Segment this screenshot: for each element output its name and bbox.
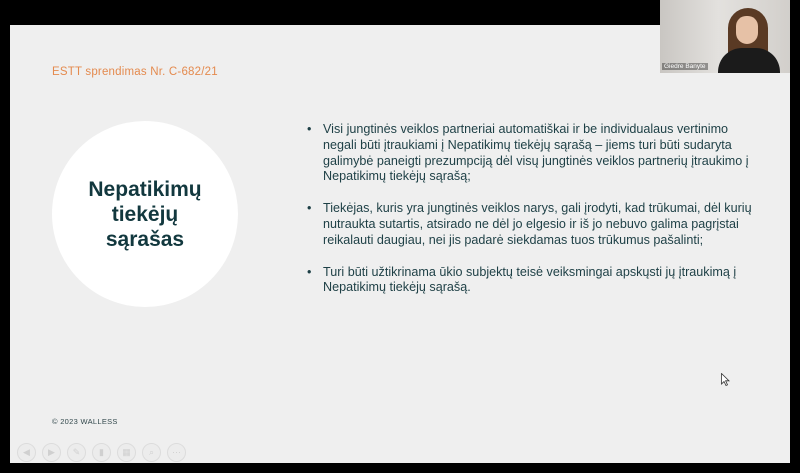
more-icon[interactable]: ⋯ (167, 443, 186, 462)
participant-name: Giedre Banyte (664, 63, 706, 70)
mouse-cursor-icon (721, 373, 730, 386)
zoom-icon[interactable]: ⌕ (142, 443, 161, 462)
next-icon[interactable]: ▶ (42, 443, 61, 462)
slide-title: Nepatikimų tiekėjų sąrašas (88, 177, 202, 251)
slide-header: ESTT sprendimas Nr. C-682/21 (52, 66, 218, 78)
bullet-item: • Turi būti užtikrinama ūkio subjektų teisė veiksmingai apskųsti jų įtraukimą į Nepatikimų tiekėjų sąrašą. (307, 265, 762, 297)
copyright-footer: © 2023 WALLESS (52, 417, 118, 426)
bullet-list (307, 122, 762, 312)
highlighter-icon[interactable]: ▮ (92, 443, 111, 462)
previous-icon[interactable]: ◀ (17, 443, 36, 462)
presentation-slide (10, 25, 790, 463)
bullet-item: • Tiekėjas, kuris yra jungtinės veiklos narys, gali įrodyti, kad trūkumai, dėl kurių nutraukta sutartis, atsirado ne dėl jo elgesio ir iš jo nebuvo galima pagrįstai reikalauti daugiau, nei jis padarė siekdamas tuos trūkumus pašalinti; (307, 201, 762, 248)
presenter-toolbar (17, 443, 186, 461)
participant-face (736, 16, 758, 44)
participant-video[interactable] (660, 0, 790, 73)
bullet-item: • Visi jungtinės veiklos partneriai automatiškai ir be individualaus vertinimo negali būti įtraukiami į Nepatikimų tiekėjų sąrašą – jiems turi būti sudaryta galimybė paneigti prezumpciją dėl visų jungtinės veiklos partnerių įtraukimo į Nepatikimų tiekėjų sąrašą; (307, 122, 762, 185)
title-circle (52, 121, 238, 307)
slides-grid-icon[interactable]: ▦ (117, 443, 136, 462)
pen-icon[interactable]: ✎ (67, 443, 86, 462)
